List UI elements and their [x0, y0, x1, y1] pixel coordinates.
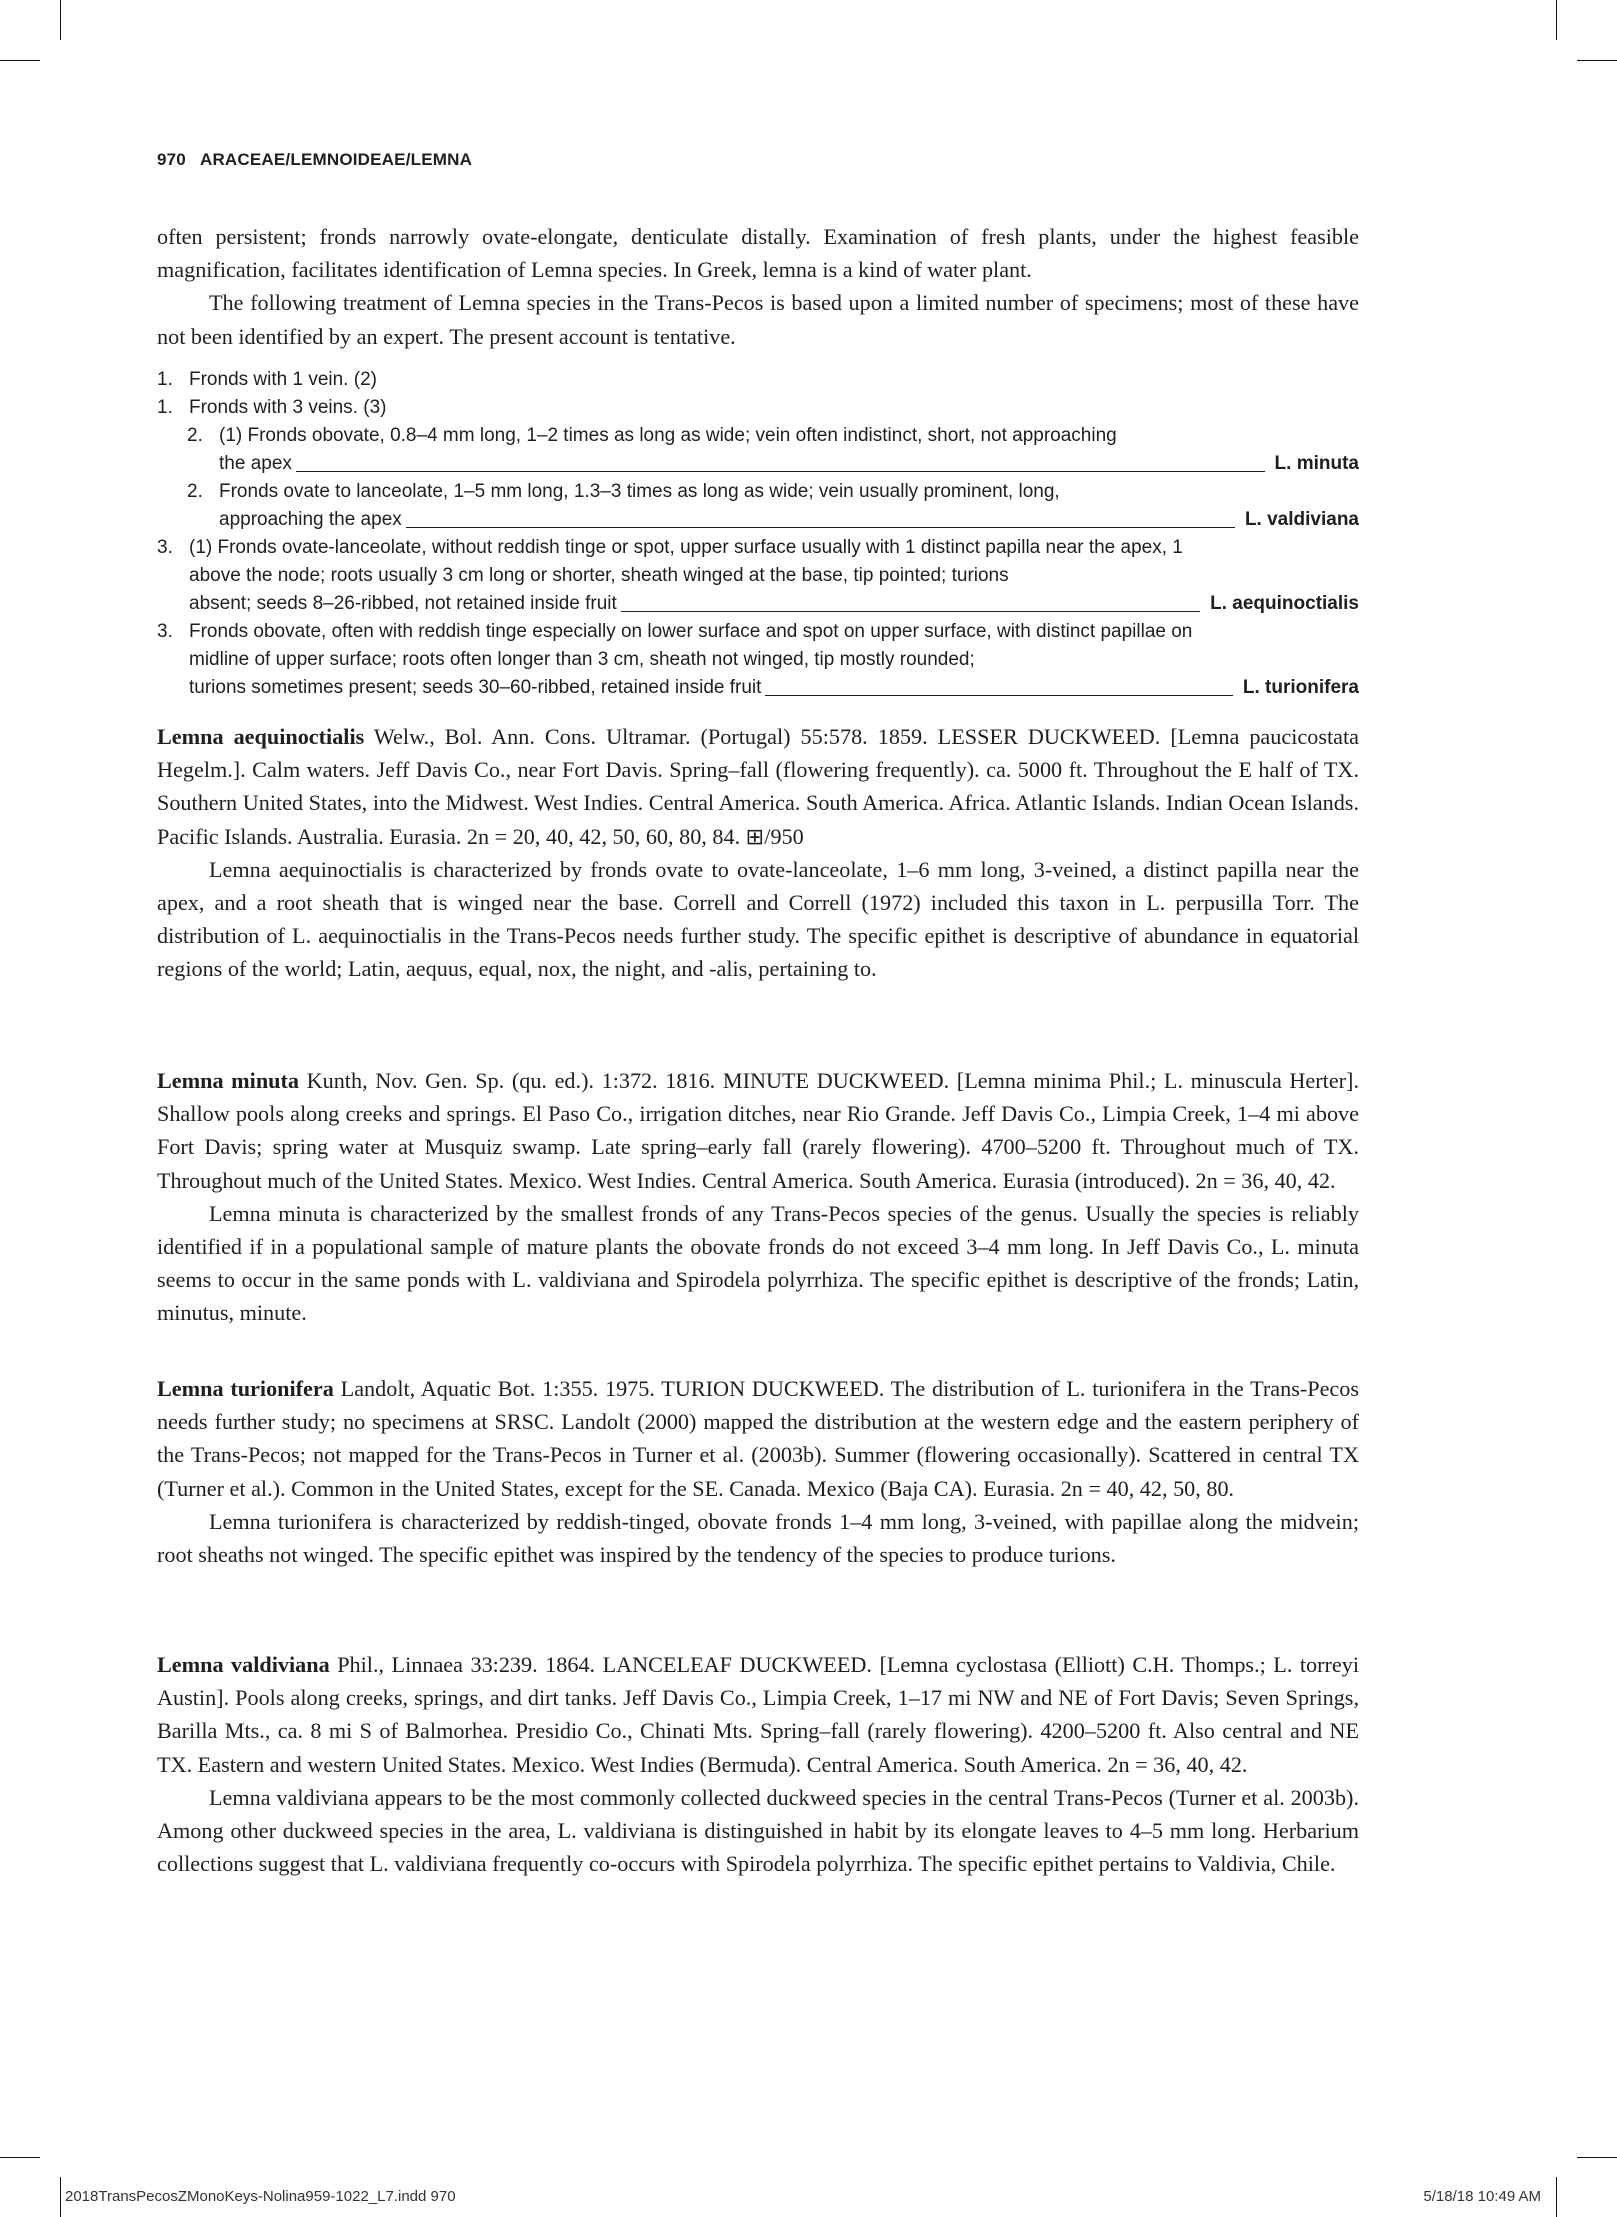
key-text: the apex	[219, 453, 292, 474]
key-couplet	[157, 478, 1359, 534]
leader-line	[765, 695, 1232, 696]
species-citation: Welw., Bol. Ann. Cons. Ultramar. (Portugal) 55:578. 1859. LESSER DUCKWEED. [Lemna paucicostata Hegelm.]. Calm waters. Jeff Davis Co., near Fort Davis. Spring–fall (flowering frequently). ca. 5000 ft. Throughout the E half of TX. Southern United States, into the Midwest. West Indies. Central America. South America. Africa. Atlantic Islands. Indian Ocean Islands. Pacific Islands. Australia. Eurasia. 2n = 20, 40, 42, 50, 60, 80, 84. ⊞/950	[157, 724, 1359, 849]
key-number: 2.	[187, 425, 203, 446]
species-name: Lemna turionifera	[157, 1376, 334, 1401]
identification-key	[157, 366, 1359, 702]
key-answer: L. valdiviana	[1244, 509, 1359, 530]
intro-text	[157, 220, 1359, 353]
species-citation: Landolt, Aquatic Bot. 1:355. 1975. TURION DUCKWEED. The distribution of L. turionifera in the Trans-Pecos needs further study; no specimens at SRSC. Landolt (2000) mapped the distribution at the western edge and the eastern periphery of the Trans-Pecos; not mapped for the Trans-Pecos in Turner et al. (2003b). Summer (flowering occasionally). Scattered in central TX (Turner et al.). Common in the United States, except for the SE. Canada. Mexico (Baja CA). Eurasia. 2n = 40, 42, 50, 80.	[157, 1376, 1359, 1501]
species-account-turionifera	[157, 1372, 1359, 1571]
species-name: Lemna minuta	[157, 1068, 299, 1093]
crop-mark	[1577, 2157, 1617, 2158]
key-answer: L. minuta	[1274, 453, 1359, 474]
crop-mark	[60, 2177, 61, 2217]
species-description: Lemna minuta is characterized by the smallest fronds of any Trans-Pecos species of the genus. Usually the species is reliably identified if in a populational sample of mature plants the obovate fronds do not exceed 3–4 mm long. In Jeff Davis Co., L. minuta seems to occur in the same ponds with L. valdiviana and Spirodela polyrrhiza. The specific epithet is descriptive of the fronds; Latin, minutus, minute.	[157, 1200, 1359, 1326]
running-header	[157, 150, 472, 170]
crop-mark	[1556, 2177, 1557, 2217]
leader-line	[296, 471, 1265, 472]
species-entry	[157, 1372, 1359, 1505]
species-name: Lemna valdiviana	[157, 1652, 330, 1677]
section-title: ARACEAE/LEMNOIDEAE/LEMNA	[199, 150, 473, 169]
crop-mark	[60, 0, 61, 40]
key-text: absent; seeds 8–26-ribbed, not retained inside fruit	[189, 593, 617, 614]
key-text: Fronds ovate to lanceolate, 1–5 mm long, 1.3–3 times as long as wide; vein usually prominent, long,	[219, 481, 1060, 502]
key-couplet	[157, 534, 1359, 618]
page-number: 970	[157, 150, 186, 169]
intro-paragraph: often persistent; fronds narrowly ovate-elongate, denticulate distally. Examination of fresh plants, under the highest feasible magnification, facilitates identification of Lemna species. In Greek, lemna is a kind of water plant.	[157, 224, 1359, 283]
key-text: turions sometimes present; seeds 30–60-ribbed, retained inside fruit	[189, 677, 762, 698]
species-account-aequinoctialis	[157, 720, 1359, 986]
print-slug-file: 2018TransPecosZMonoKeys-Nolina959-1022_L7.indd 970	[65, 2188, 456, 2205]
key-couplet	[157, 394, 1359, 422]
intro-paragraph: The following treatment of Lemna species in the Trans-Pecos is based upon a limited number of specimens; most of these have not been identified by an expert. The present account is tentative.	[157, 290, 1359, 349]
crop-mark	[1577, 60, 1617, 61]
species-entry	[157, 1064, 1359, 1197]
key-couplet	[157, 422, 1359, 478]
species-citation: Kunth, Nov. Gen. Sp. (qu. ed.). 1:372. 1816. MINUTE DUCKWEED. [Lemna minima Phil.; L. minuscula Herter]. Shallow pools along creeks and springs. El Paso Co., irrigation ditches, near Rio Grande. Jeff Davis Co., Limpia Creek, 1–4 mi above Fort Davis; spring water at Musquiz swamp. Late spring–early fall (rarely flowering). 4700–5200 ft. Throughout much of TX. Throughout much of the United States. Mexico. West Indies. Central America. South America. Eurasia (introduced). 2n = 36, 40, 42.	[157, 1068, 1359, 1193]
key-text: Fronds with 3 veins. (3)	[189, 397, 387, 418]
species-description: Lemna aequinoctialis is characterized by fronds ovate to ovate-lanceolate, 1–6 mm long, 3-veined, a distinct papilla near the apex, and a root sheath that is winged near the base. Correll and Correll (1972) included this taxon in L. perpusilla Torr. The distribution of L. aequinoctialis in the Trans-Pecos needs further study. The specific epithet is descriptive of abundance in equatorial regions of the world; Latin, aequus, equal, nox, the night, and -alis, pertaining to.	[157, 856, 1359, 982]
key-text: (1) Fronds ovate-lanceolate, without reddish tinge or spot, upper surface usually with 1 distinct papilla near the apex, 1 above the node; roots usually 3 cm long or shorter, sheath winged at the base, tip pointed; turions	[189, 537, 1183, 586]
species-entry	[157, 720, 1359, 853]
species-description: Lemna turionifera is characterized by reddish-tinged, obovate fronds 1–4 mm long, 3-veined, with papillae along the midvein; root sheaths not winged. The specific epithet was inspired by the tendency of the species to produce turions.	[157, 1508, 1359, 1568]
key-text: approaching the apex	[219, 509, 402, 530]
key-text: Fronds with 1 vein. (2)	[189, 369, 377, 390]
species-citation: Phil., Linnaea 33:239. 1864. LANCELEAF DUCKWEED. [Lemna cyclostasa (Elliott) C.H. Thomps.; L. torreyi Austin]. Pools along creeks, springs, and dirt tanks. Jeff Davis Co., Limpia Creek, 1–17 mi NW and NE of Fort Davis; Seven Springs, Barilla Mts., ca. 8 mi S of Balmorhea. Presidio Co., Chinati Mts. Spring–fall (rarely flowering). 4200–5200 ft. Also central and NE TX. Eastern and western United States. Mexico. West Indies (Bermuda). Central America. South America. 2n = 36, 40, 42.	[157, 1652, 1360, 1777]
key-number: 3.	[157, 621, 173, 642]
leader-line	[621, 611, 1200, 612]
leader-line	[406, 527, 1235, 528]
species-description: Lemna valdiviana appears to be the most commonly collected duckweed species in the central Trans-Pecos (Turner et al. 2003b). Among other duckweed species in the area, L. valdiviana is distinguished in habit by its elongate leaves to 4–5 mm long. Herbarium collections suggest that L. valdiviana frequently co-occurs with Spirodela polyrrhiza. The specific epithet pertains to Valdivia, Chile.	[157, 1784, 1359, 1877]
species-entry	[157, 1648, 1359, 1781]
key-text: (1) Fronds obovate, 0.8–4 mm long, 1–2 times as long as wide; vein often indistinct, short, not approaching	[219, 425, 1117, 446]
key-number: 1.	[157, 369, 173, 390]
key-text: Fronds obovate, often with reddish tinge especially on lower surface and spot on upper surface, with distinct papillae on midline of upper surface; roots often longer than 3 cm, sheath not winged, tip mostly rounded;	[189, 621, 1193, 670]
key-number: 2.	[187, 481, 203, 502]
crop-mark	[0, 2157, 40, 2158]
key-answer: L. turionifera	[1242, 677, 1359, 698]
species-account-valdiviana	[157, 1648, 1359, 1880]
crop-mark	[1556, 0, 1557, 40]
key-answer: L. aequinoctialis	[1210, 593, 1359, 614]
species-name: Lemna aequinoctialis	[157, 724, 365, 749]
key-couplet	[157, 366, 1359, 394]
crop-mark	[0, 60, 40, 61]
key-number: 1.	[157, 397, 173, 418]
species-account-minuta	[157, 1064, 1359, 1330]
key-number: 3.	[157, 537, 173, 558]
key-couplet	[157, 618, 1359, 702]
print-slug-timestamp: 5/18/18 10:49 AM	[1423, 2188, 1541, 2205]
